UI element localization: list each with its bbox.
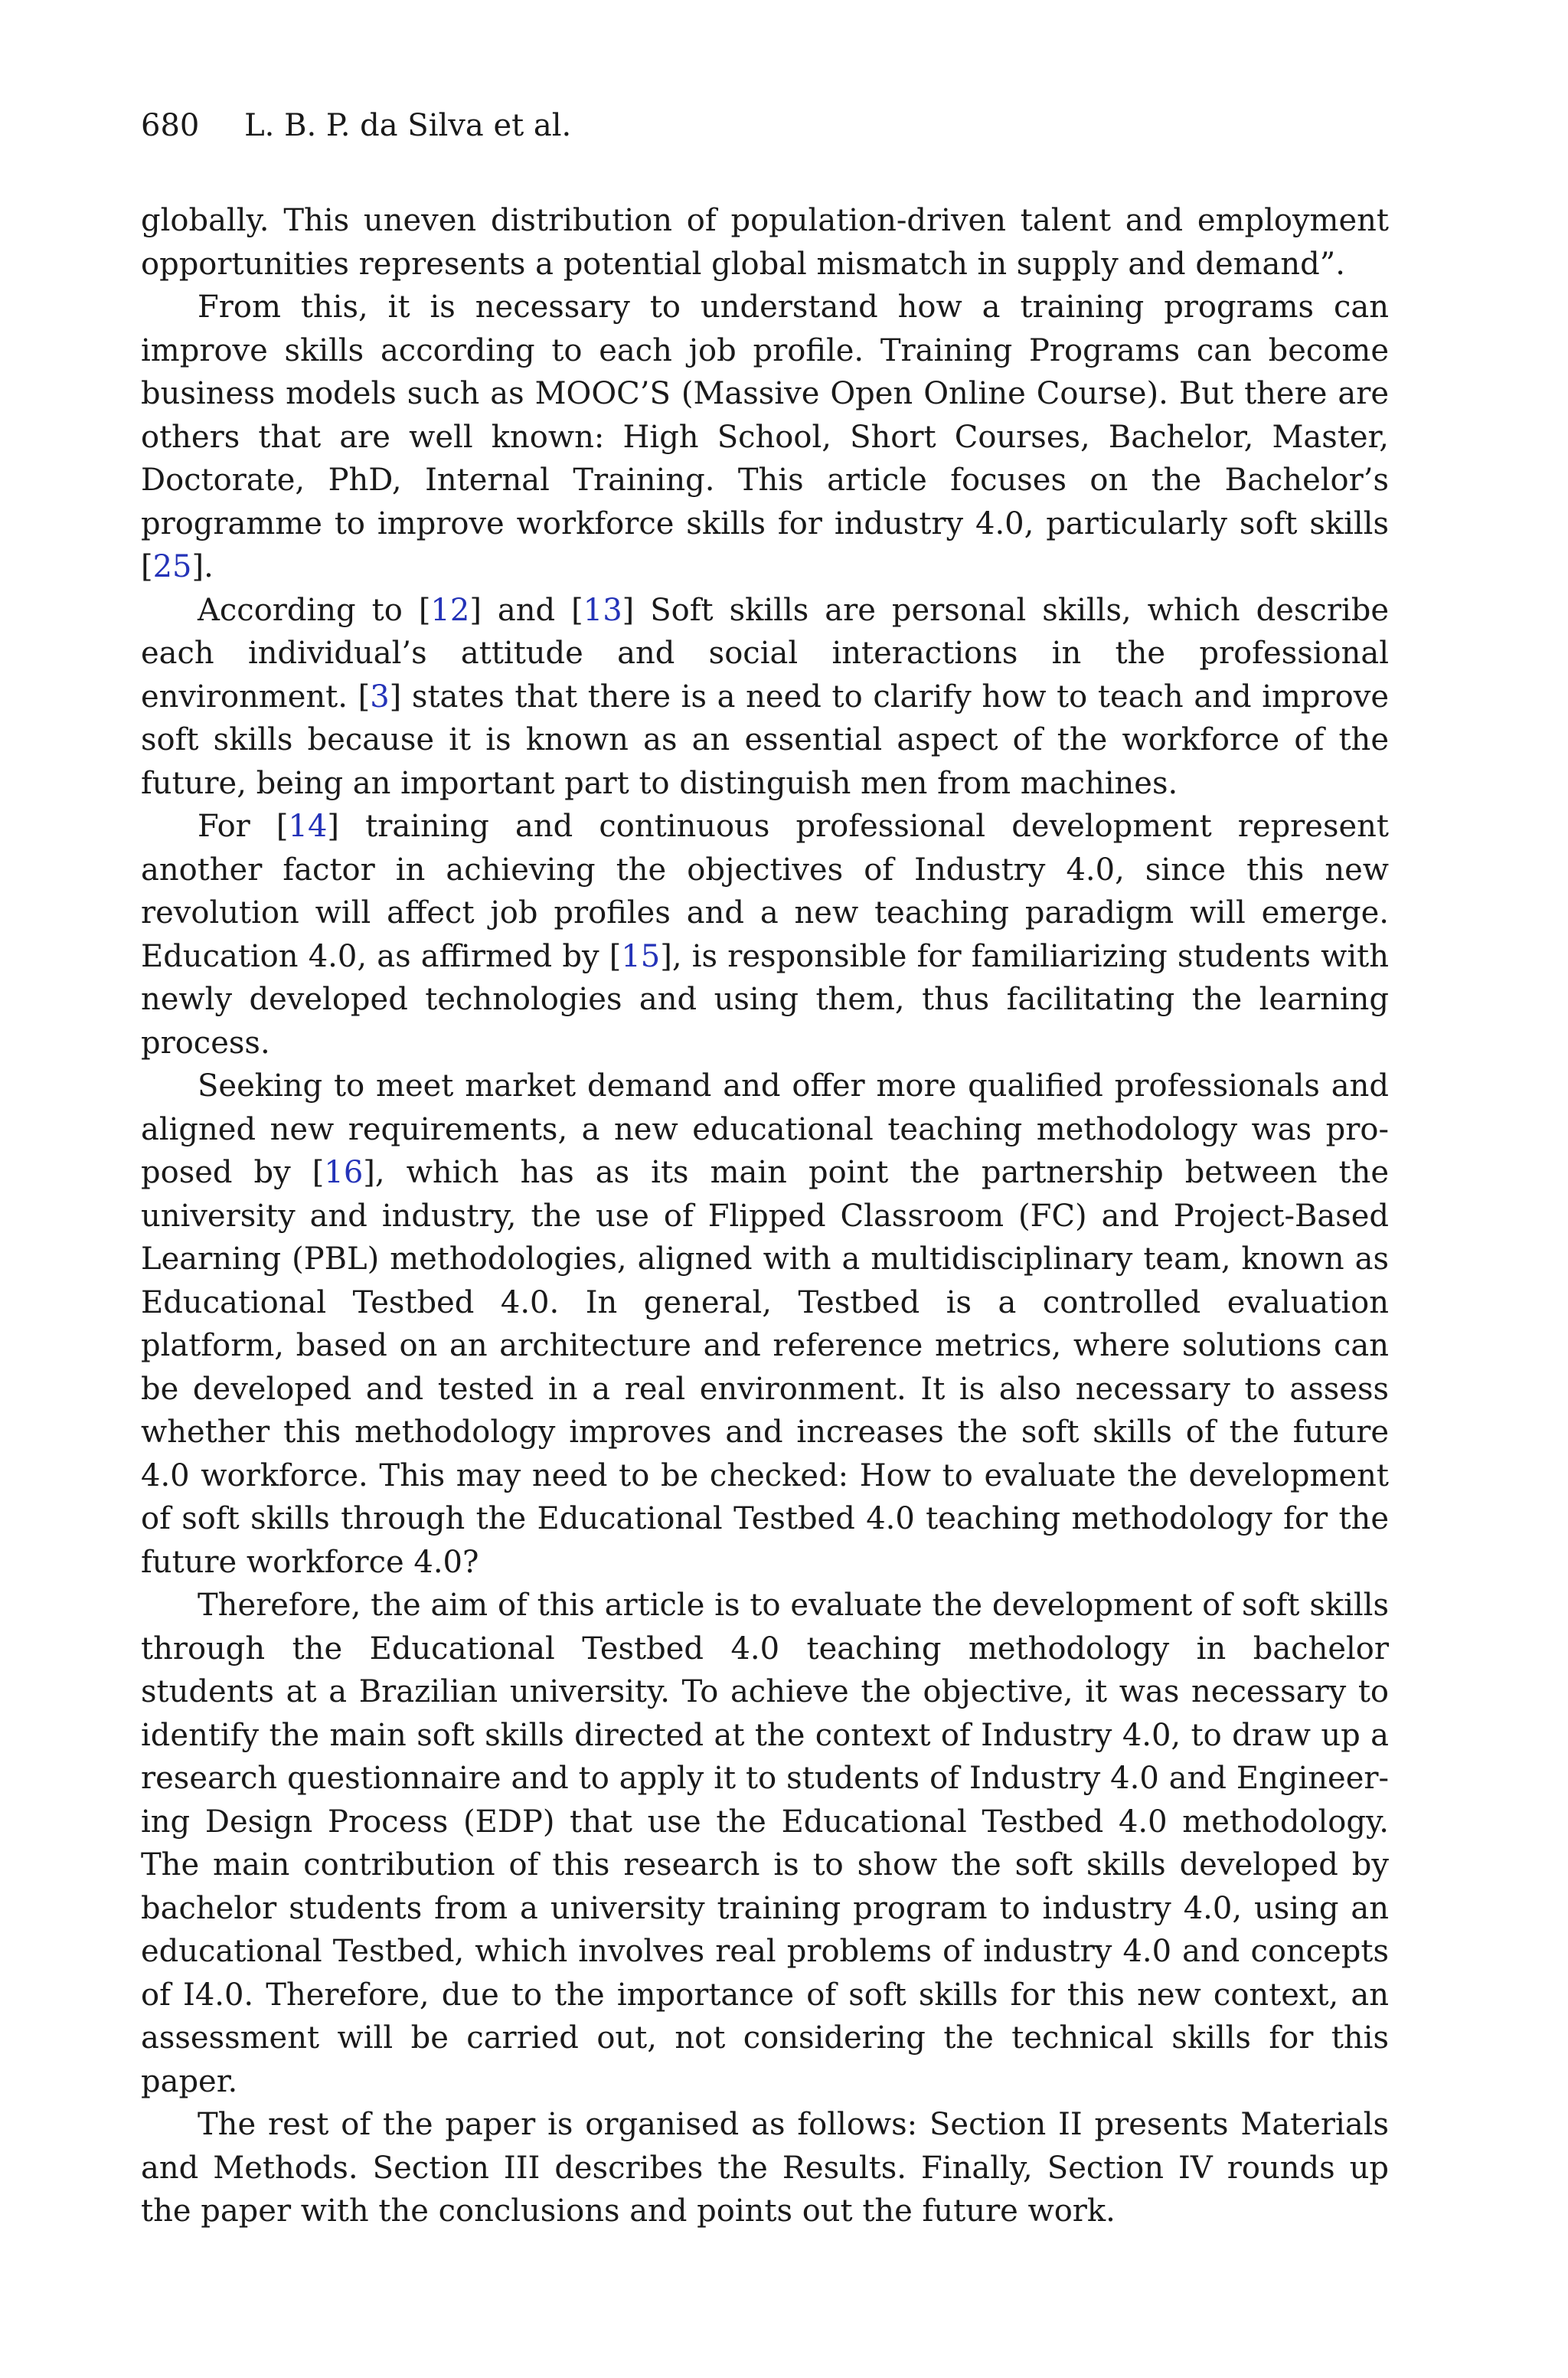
paragraph-text: ], is responsible for familiarizing students with newly developed technologies and using them, thus facilitating the learning process. bbox=[141, 938, 1389, 1061]
citation-link[interactable]: 15 bbox=[621, 938, 661, 974]
paragraph-text: According to bbox=[198, 592, 419, 628]
citation-link[interactable]: 3 bbox=[370, 679, 390, 715]
paragraph-text: ] states that there is a need to clarify how to teach and improve soft skills because it is known as an essential aspect of the workforce of the future, being an important part to distinguish men from machines. bbox=[141, 679, 1390, 801]
paragraph-text: [ bbox=[276, 809, 289, 844]
paragraph-text: For bbox=[198, 809, 276, 844]
paragraph-text: [ bbox=[358, 679, 371, 715]
author-line: L. B. P. da Silva et al. bbox=[244, 108, 572, 143]
body-paragraph bbox=[141, 805, 1389, 1065]
paragraph-text: globally. This uneven distribution of population-driven talent and employment opportunities represents a potential global mismatch in supply and demand”. bbox=[141, 203, 1389, 282]
paragraph-text: Therefore, the aim of this article is to evaluate the development of soft skills through the Educational Testbed 4.0 teaching methodology in bachelor students at a Brazilian university. To achieve the objective, it was necessary to identify the main soft skills directed at the context of Industry 4.0, to draw up a research questionnaire and to apply it to students of Industry 4.0 and Engineering Design Process (EDP) that use the Educational Testbed 4.0 methodology. The main contribution of this research is to show the soft skills developed by bachelor students from a university training program to industry 4.0, using an educational Testbed, which involves real problems of industry 4.0 and concepts of I4.0. Therefore, due to the importance of soft skills for this new context, an assessment will be carried out, not considering the technical skills for this paper. bbox=[141, 1588, 1389, 2099]
citation-link[interactable]: 16 bbox=[324, 1155, 364, 1190]
page-number: 680 bbox=[141, 108, 200, 143]
paragraph-text: [ bbox=[418, 592, 431, 628]
citation-link[interactable]: 14 bbox=[288, 809, 328, 844]
paragraph-text: [ bbox=[141, 549, 153, 584]
body-paragraph bbox=[141, 589, 1389, 806]
paragraph-text: ] training and continuous professional development represent another factor in achieving the objectives of Industry 4.0, since this new revolution will affect job profiles and a new teaching paradigm will emerge. Education 4.0, as affirmed by bbox=[141, 809, 1390, 974]
body-text bbox=[141, 199, 1389, 2233]
body-paragraph bbox=[141, 1584, 1389, 2103]
citation-link[interactable]: 25 bbox=[152, 549, 192, 584]
paragraph-text: ] and bbox=[469, 592, 572, 628]
paragraph-text: ]. bbox=[191, 549, 214, 584]
paragraph-text: [ bbox=[609, 938, 622, 974]
body-paragraph bbox=[141, 2103, 1389, 2233]
paragraph-text: [ bbox=[312, 1155, 325, 1190]
paragraph-text: From this, it is necessary to understand how a training programs can improve skills according to each job profile. Training Programs can become business models such as MOOC’S (Massive Open Online Course). But there are others that are well known: High School, Short Courses, Bachelor, Master, Doctorate, PhD, Internal Training. This article focuses on the Bachelor’s programme to improve workforce skills for industry 4.0, particularly soft skills bbox=[141, 289, 1389, 541]
paragraph-text: The rest of the paper is organised as follows: Section II presents Materials and Methods. Section III describes the Results. Finally, Section IV rounds up the paper with the conclusions and points out the future work. bbox=[141, 2107, 1389, 2229]
citation-link[interactable]: 13 bbox=[583, 592, 622, 628]
paragraph-text: ] Soft skills are personal skills, which describe each individual’s attitude and social interactions in the professional environment. bbox=[141, 592, 1390, 715]
paragraph-text: [ bbox=[571, 592, 583, 628]
body-paragraph bbox=[141, 1065, 1389, 1584]
paragraph-text: ], which has as its main point the partnership between the university and industry, the use of Flipped Classroom (FC) and Project-Based Learning (PBL) methodologies, aligned with a multidisciplinary team, known as Educational Testbed 4.0. In general, Testbed is a controlled evaluation platform, based on an architecture and reference metrics, where solutions can be developed and tested in a real environment. It is also necessary to assess whether this methodology improves and increases the soft skills of the future 4.0 workforce. This may need to be checked: How to evaluate the development of soft skills through the Educational Testbed 4.0 teaching methodology for the future workforce 4.0? bbox=[141, 1155, 1390, 1580]
body-paragraph bbox=[141, 286, 1389, 589]
running-head bbox=[141, 106, 571, 146]
paragraph-text: Seeking to meet market demand and offer more qualified professionals and aligned new requirements, a new educational teaching methodology was proposed by bbox=[141, 1068, 1389, 1190]
citation-link[interactable]: 12 bbox=[430, 592, 470, 628]
body-paragraph bbox=[141, 199, 1389, 286]
